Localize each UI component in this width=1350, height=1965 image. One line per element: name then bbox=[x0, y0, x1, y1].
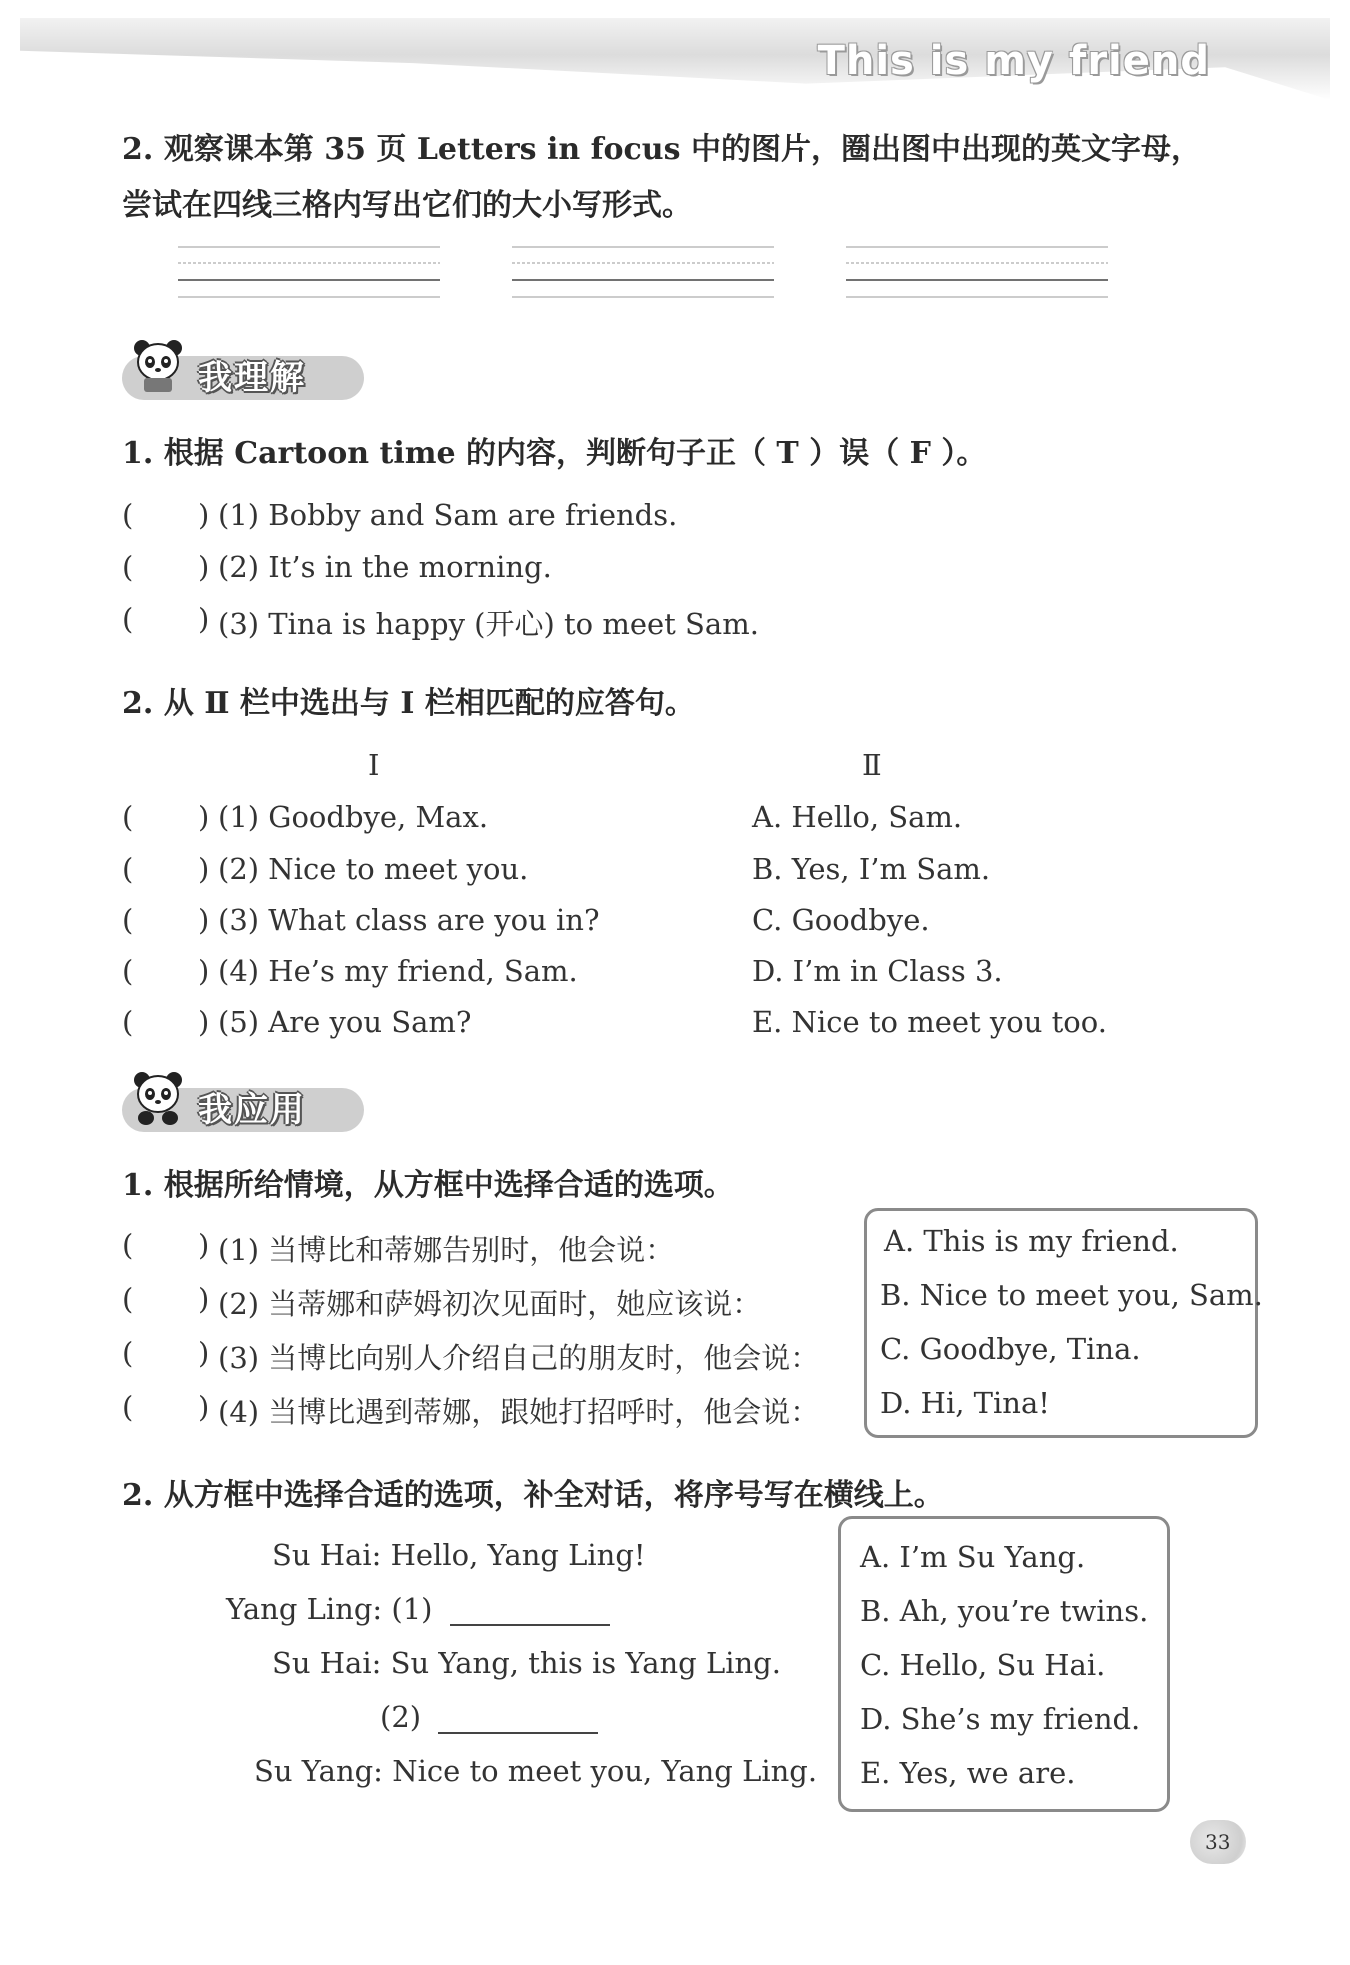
speaker-name: Su Yang: bbox=[254, 1754, 383, 1788]
dialogue-line-5 bbox=[254, 1754, 817, 1788]
matching-col2-item-e: E. Nice to meet you too. bbox=[752, 1005, 1107, 1039]
situation-option-d: D. Hi, Tina! bbox=[880, 1386, 1050, 1420]
answer-paren-close: ) bbox=[198, 1336, 210, 1370]
answer-paren-open: ( bbox=[122, 1282, 134, 1316]
answer-paren-open: ( bbox=[122, 954, 134, 988]
matching-col1-item-5: (5) Are you Sam? bbox=[218, 1005, 472, 1039]
matching-col2-item-c: C. Goodbye. bbox=[752, 903, 930, 937]
answer-paren-open: ( bbox=[122, 550, 134, 584]
situation-item-2: (2) 当蒂娜和萨姆初次见面时，她应该说： bbox=[218, 1287, 762, 1321]
dialogue-line-1 bbox=[272, 1538, 646, 1572]
answer-paren-close: ) bbox=[198, 1228, 210, 1262]
dialogue-line-4 bbox=[380, 1700, 598, 1734]
situation-item-3: (3) 当博比向别人介绍自己的朋友时，他会说： bbox=[218, 1341, 820, 1375]
answer-paren-open: ( bbox=[122, 852, 134, 886]
answer-blank[interactable] bbox=[450, 1598, 610, 1626]
matching-col1-item-1: (1) Goodbye, Max. bbox=[218, 800, 489, 834]
matching-col1-item-4: (4) He’s my friend, Sam. bbox=[218, 954, 578, 988]
answer-paren-open: ( bbox=[122, 903, 134, 937]
situation-item-4: (4) 当博比遇到蒂娜，跟她打招呼时，他会说： bbox=[218, 1395, 820, 1429]
matching-col2-item-a: A. Hello, Sam. bbox=[752, 800, 963, 834]
dialogue-option-e: E. Yes, we are. bbox=[860, 1756, 1076, 1790]
unit-title: This is my friend bbox=[817, 38, 1210, 84]
answer-paren-close: ) bbox=[198, 852, 210, 886]
answer-paren-close: ) bbox=[198, 498, 210, 532]
answer-paren-open: ( bbox=[122, 800, 134, 834]
answer-paren-open: ( bbox=[122, 1005, 134, 1039]
four-line-grid-3 bbox=[846, 246, 1108, 298]
matching-title: 2. 从 Ⅱ 栏中选出与 Ⅰ 栏相匹配的应答句。 bbox=[122, 686, 695, 721]
speaker-name: Su Hai: bbox=[272, 1538, 382, 1572]
dialogue-option-c: C. Hello, Su Hai. bbox=[860, 1648, 1106, 1682]
panda-icon bbox=[132, 338, 184, 396]
page-number: 33 bbox=[1205, 1830, 1231, 1854]
matching-col1-item-3: (3) What class are you in? bbox=[218, 903, 600, 937]
tf-item-2: (2) It’s in the morning. bbox=[218, 550, 552, 584]
matching-col2-item-d: D. I’m in Class 3. bbox=[752, 954, 1003, 988]
answer-paren-close: ) bbox=[198, 1005, 210, 1039]
dialogue-option-b: B. Ah, you’re twins. bbox=[860, 1594, 1149, 1628]
dialogue-line-3 bbox=[272, 1646, 781, 1680]
dialogue-line-2 bbox=[226, 1592, 610, 1626]
situation-item-1: (1) 当博比和蒂娜告别时，他会说： bbox=[218, 1233, 675, 1267]
section-apply-label: 我应用 bbox=[198, 1090, 306, 1130]
dialogue-title: 2. 从方框中选择合适的选项，补全对话，将序号写在横线上。 bbox=[122, 1478, 944, 1513]
answer-paren-close: ) bbox=[198, 1390, 210, 1424]
letters-question-title-1: 2. 观察课本第 35 页 Letters in focus 中的图片，圈出图中出现的英文字母， bbox=[122, 132, 1201, 167]
cartoon-tf-title: 1. 根据 Cartoon time 的内容，判断句子正（ T ）误（ F ）。 bbox=[122, 436, 987, 471]
answer-paren-open: ( bbox=[122, 602, 134, 636]
answer-paren-open: ( bbox=[122, 1336, 134, 1370]
four-line-grid-2 bbox=[512, 246, 774, 298]
speaker-name: Yang Ling: bbox=[226, 1592, 383, 1626]
matching-col1-header: Ⅰ bbox=[368, 748, 380, 782]
letters-question-title-2: 尝试在四线三格内写出它们的大小写形式。 bbox=[122, 188, 692, 223]
dialogue-text: Nice to meet you, Yang Ling. bbox=[392, 1754, 818, 1788]
dialogue-text: Hello, Yang Ling! bbox=[390, 1538, 646, 1572]
section-understand-label: 我理解 bbox=[198, 358, 306, 398]
matching-col2-header: Ⅱ bbox=[862, 748, 882, 782]
situation-option-c: C. Goodbye, Tina. bbox=[880, 1332, 1141, 1366]
situation-option-b: B. Nice to meet you, Sam. bbox=[880, 1278, 1263, 1312]
answer-paren-open: ( bbox=[122, 1390, 134, 1424]
answer-paren-close: ) bbox=[198, 550, 210, 584]
tf-item-3: (3) Tina is happy (开心) to meet Sam. bbox=[218, 607, 759, 641]
dialogue-option-d: D. She’s my friend. bbox=[860, 1702, 1141, 1736]
tf-item-1: (1) Bobby and Sam are friends. bbox=[218, 498, 678, 532]
answer-paren-close: ) bbox=[198, 954, 210, 988]
dialogue-text: (2) bbox=[380, 1700, 422, 1734]
answer-paren-close: ) bbox=[198, 800, 210, 834]
speaker-name: Su Hai: bbox=[272, 1646, 382, 1680]
answer-paren-close: ) bbox=[198, 903, 210, 937]
situations-title: 1. 根据所给情境，从方框中选择合适的选项。 bbox=[122, 1168, 734, 1203]
answer-paren-close: ) bbox=[198, 602, 210, 636]
dialogue-text: (1) bbox=[391, 1592, 433, 1626]
answer-paren-open: ( bbox=[122, 1228, 134, 1262]
situation-option-a: A. This is my friend. bbox=[884, 1224, 1179, 1258]
answer-paren-open: ( bbox=[122, 498, 134, 532]
four-line-grid-1 bbox=[178, 246, 440, 298]
dialogue-text: Su Yang, this is Yang Ling. bbox=[390, 1646, 781, 1680]
answer-paren-close: ) bbox=[198, 1282, 210, 1316]
matching-col1-item-2: (2) Nice to meet you. bbox=[218, 852, 529, 886]
panda-icon bbox=[132, 1070, 184, 1128]
answer-blank[interactable] bbox=[438, 1706, 598, 1734]
matching-col2-item-b: B. Yes, I’m Sam. bbox=[752, 852, 991, 886]
dialogue-option-a: A. I’m Su Yang. bbox=[860, 1540, 1086, 1574]
